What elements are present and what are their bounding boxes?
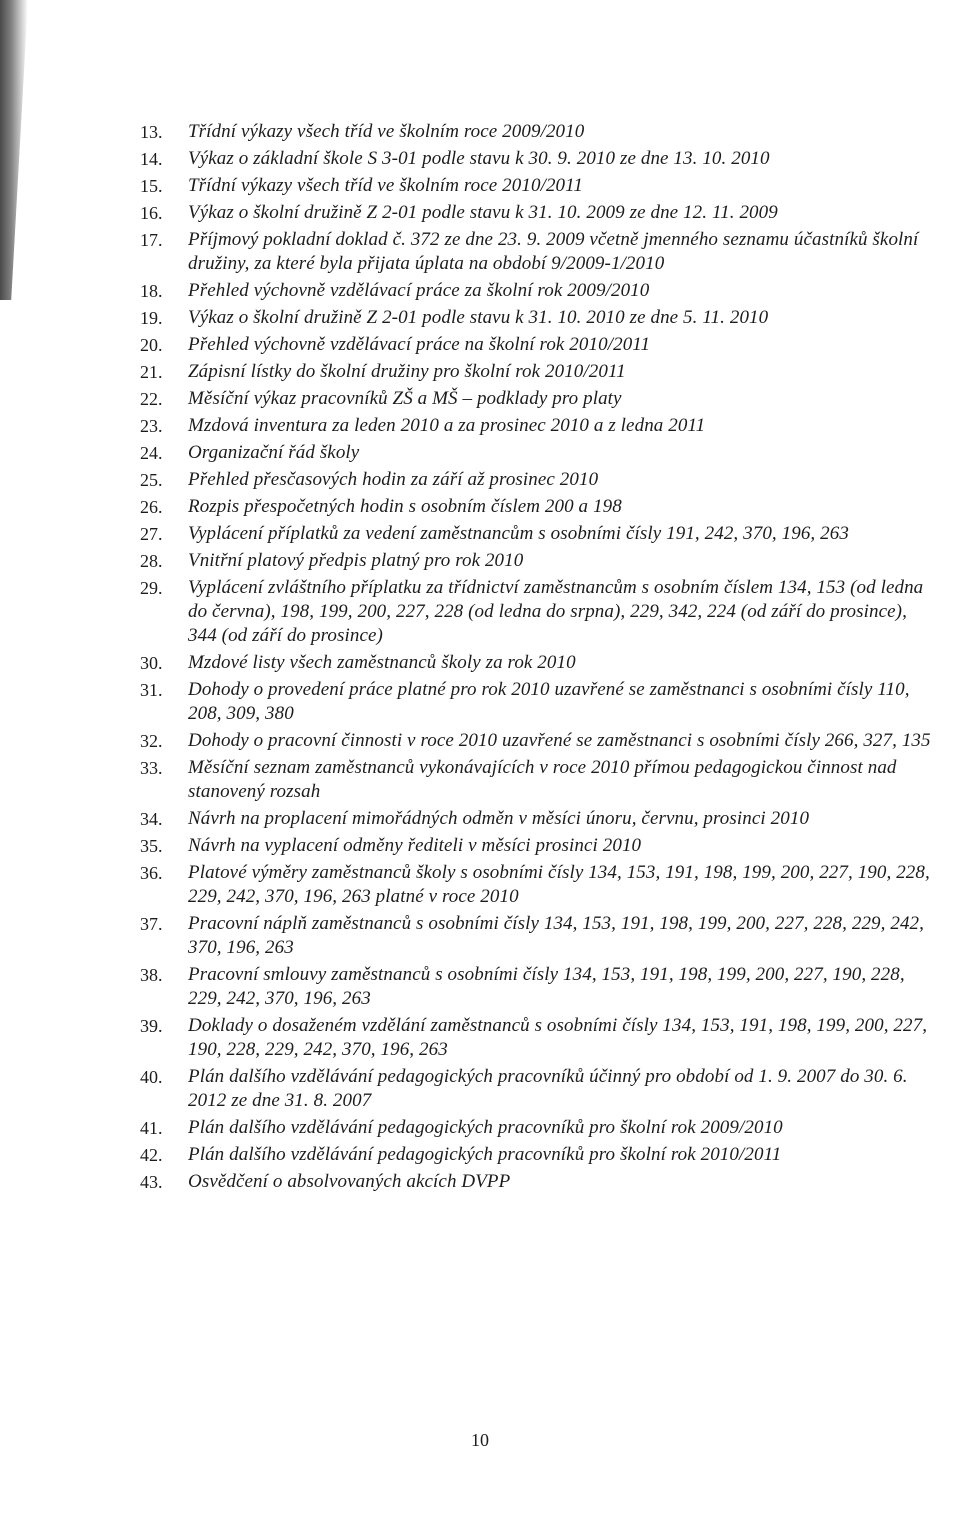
list-item-text: Organizační řád školy <box>188 442 360 463</box>
list-item-text: Plán dalšího vzdělávání pedagogických pracovníků účinný pro období od 1. 9. 2007 do 30. 6. 2012 ze dne 31. 8. 2007 <box>188 1066 908 1111</box>
list-item-number: 14. <box>140 149 163 169</box>
list-item-text: Vyplácení příplatků za vedení zaměstnancům s osobními čísly 191, 242, 370, 196, 263 <box>188 523 849 544</box>
list-item <box>140 360 940 384</box>
list-item <box>140 279 940 303</box>
list-item <box>140 147 940 171</box>
list-item-text: Příjmový pokladní doklad č. 372 ze dne 23. 9. 2009 včetně jmenného seznamu účastníků školní družiny, za které byla přijata úplata na období 9/2009-1/2010 <box>188 229 919 274</box>
list-item <box>140 1170 940 1194</box>
list-item-text: Výkaz o školní družině Z 2-01 podle stavu k 31. 10. 2009 ze dne 12. 11. 2009 <box>188 202 778 223</box>
list-item-number: 20. <box>140 335 163 355</box>
list-item <box>140 522 940 546</box>
list-item <box>140 201 940 225</box>
list-item-text: Mzdová inventura za leden 2010 a za prosinec 2010 a z ledna 2011 <box>188 415 706 436</box>
list-item-number: 43. <box>140 1172 163 1192</box>
list-item-text: Dohody o provedení práce platné pro rok 2010 uzavřené se zaměstnanci s osobními čísly 110, 208, 309, 380 <box>188 679 910 724</box>
list-item <box>140 1116 940 1140</box>
list-item <box>140 1065 940 1113</box>
list-item-text: Rozpis přespočetných hodin s osobním číslem 200 a 198 <box>188 496 622 517</box>
list-item-number: 16. <box>140 203 163 223</box>
list-item-number: 26. <box>140 497 163 517</box>
list-item <box>140 414 940 438</box>
list-item <box>140 756 940 804</box>
list-item-number: 24. <box>140 443 163 463</box>
list-item <box>140 306 940 330</box>
page-number: 10 <box>471 1430 489 1450</box>
list-item <box>140 1014 940 1062</box>
list-item <box>140 120 940 144</box>
list-item <box>140 729 940 753</box>
list-item-text: Mzdové listy všech zaměstnanců školy za rok 2010 <box>188 652 576 673</box>
list-item <box>140 549 940 573</box>
list-item-text: Plán dalšího vzdělávání pedagogických pracovníků pro školní rok 2010/2011 <box>188 1144 782 1165</box>
list-item-text: Třídní výkazy všech tříd ve školním roce 2009/2010 <box>188 121 585 142</box>
list-item-text: Zápisní lístky do školní družiny pro školní rok 2010/2011 <box>188 361 626 382</box>
list-item <box>140 651 940 675</box>
list-item-text: Třídní výkazy všech tříd ve školním roce 2010/2011 <box>188 175 583 196</box>
list-item-text: Osvědčení o absolvovaných akcích DVPP <box>188 1171 511 1192</box>
list-item-number: 37. <box>140 914 163 934</box>
list-item-number: 15. <box>140 176 163 196</box>
list-item <box>140 807 940 831</box>
list-item-text: Dohody o pracovní činnosti v roce 2010 uzavřené se zaměstnanci s osobními čísly 266, 327, 135 <box>188 730 931 751</box>
list-item-number: 27. <box>140 524 163 544</box>
list-item-text: Měsíční výkaz pracovníků ZŠ a MŠ – podklady pro platy <box>188 388 622 409</box>
list-item <box>140 912 940 960</box>
list-item-text: Přehled přesčasových hodin za září až prosinec 2010 <box>188 469 599 490</box>
list-item-number: 28. <box>140 551 163 571</box>
list-item <box>140 441 940 465</box>
list-item <box>140 468 940 492</box>
list-item <box>140 678 940 726</box>
list-item-number: 31. <box>140 680 163 700</box>
list-item-text: Vyplácení zvláštního příplatku za třídnictví zaměstnancům s osobním číslem 134, 153 (od ledna do června), 198, 199, 200, 227, 228 (od ledna do srpna), 229, 342, 224 (od září do prosince), 344 (od září do prosince) <box>188 577 924 646</box>
list-item-number: 41. <box>140 1118 163 1138</box>
scan-shadow-edge <box>0 0 28 300</box>
list-item <box>140 495 940 519</box>
list-item-number: 40. <box>140 1067 163 1087</box>
list-item-number: 25. <box>140 470 163 490</box>
list-item-text: Výkaz o základní škole S 3-01 podle stavu k 30. 9. 2010 ze dne 13. 10. 2010 <box>188 148 770 169</box>
list-item <box>140 387 940 411</box>
list-item-text: Platové výměry zaměstnanců školy s osobními čísly 134, 153, 191, 198, 199, 200, 227, 190, 228, 229, 242, 370, 196, 263 platné v roce 2010 <box>188 862 930 907</box>
list-item-text: Výkaz o školní družině Z 2-01 podle stavu k 31. 10. 2010 ze dne 5. 11. 2010 <box>188 307 769 328</box>
list-item-text: Vnitřní platový předpis platný pro rok 2010 <box>188 550 524 571</box>
list-item-text: Návrh na proplacení mimořádných odměn v měsíci únoru, červnu, prosinci 2010 <box>188 808 810 829</box>
list-item-text: Pracovní smlouvy zaměstnanců s osobními čísly 134, 153, 191, 198, 199, 200, 227, 190, 228, 229, 242, 370, 196, 263 <box>188 964 905 1009</box>
list-item-text: Plán dalšího vzdělávání pedagogických pracovníků pro školní rok 2009/2010 <box>188 1117 783 1138</box>
list-item-text: Návrh na vyplacení odměny řediteli v měsíci prosinci 2010 <box>188 835 642 856</box>
list-item-text: Pracovní náplň zaměstnanců s osobními čísly 134, 153, 191, 198, 199, 200, 227, 228, 229, 242, 370, 196, 263 <box>188 913 925 958</box>
list-item-number: 39. <box>140 1016 163 1036</box>
list-item-text: Doklady o dosaženém vzdělání zaměstnanců s osobními čísly 134, 153, 191, 198, 199, 200, 227, 190, 228, 229, 242, 370, 196, 263 <box>188 1015 928 1060</box>
list-item <box>140 174 940 198</box>
list-item-number: 34. <box>140 809 163 829</box>
list-item <box>140 228 940 276</box>
list-item-number: 18. <box>140 281 163 301</box>
list-item-number: 22. <box>140 389 163 409</box>
list-item-number: 35. <box>140 836 163 856</box>
list-item-text: Měsíční seznam zaměstnanců vykonávajících v roce 2010 přímou pedagogickou činnost nad stanovený rozsah <box>188 757 897 802</box>
list-item-number: 33. <box>140 758 163 778</box>
list-item-number: 30. <box>140 653 163 673</box>
list-item <box>140 861 940 909</box>
list-item <box>140 1143 940 1167</box>
list-item-number: 17. <box>140 230 163 250</box>
list-item <box>140 963 940 1011</box>
list-item-number: 29. <box>140 578 163 598</box>
list-item-number: 21. <box>140 362 163 382</box>
list-item-number: 42. <box>140 1145 163 1165</box>
list-item-number: 38. <box>140 965 163 985</box>
list-item <box>140 333 940 357</box>
document-list <box>140 120 940 1197</box>
list-item-number: 19. <box>140 308 163 328</box>
list-item-text: Přehled výchovně vzdělávací práce na školní rok 2010/2011 <box>188 334 651 355</box>
list-item-number: 23. <box>140 416 163 436</box>
list-item-text: Přehled výchovně vzdělávací práce za školní rok 2009/2010 <box>188 280 650 301</box>
list-item <box>140 834 940 858</box>
list-item <box>140 576 940 648</box>
list-item-number: 32. <box>140 731 163 751</box>
list-item-number: 36. <box>140 863 163 883</box>
list-item-number: 13. <box>140 122 163 142</box>
